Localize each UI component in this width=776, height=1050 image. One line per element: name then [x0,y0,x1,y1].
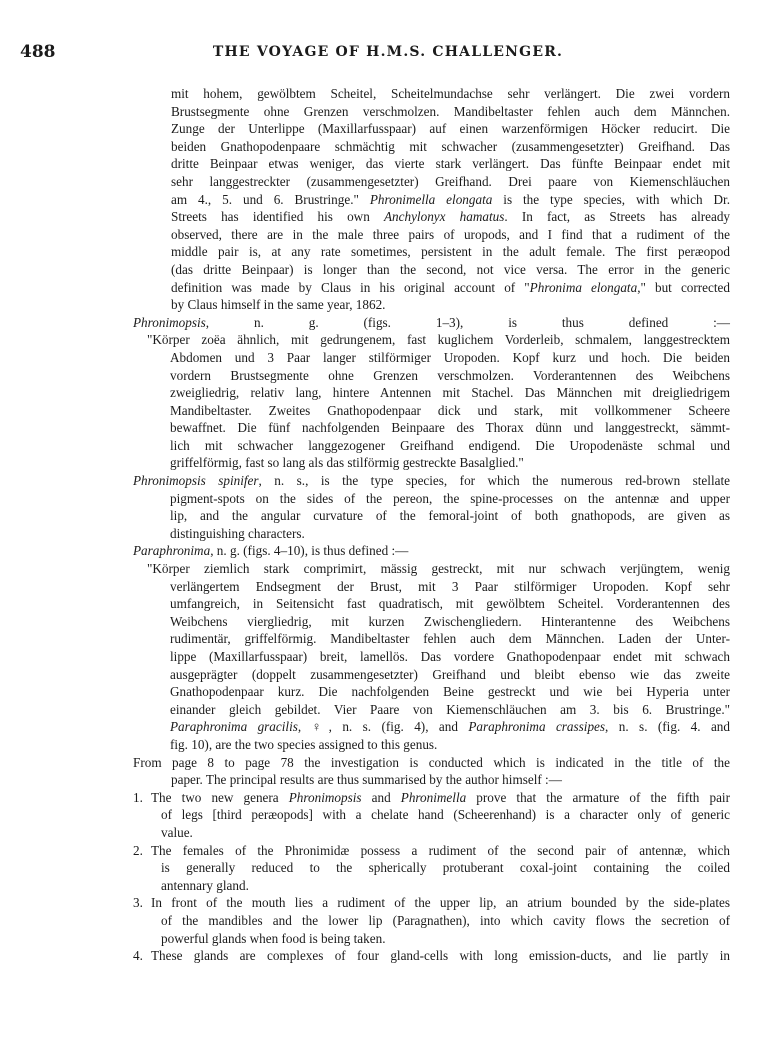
quote-line: vordern Brustsegmente ohne Grenzen verschmolzen. Vorderantennen des Weibchens [170,367,730,383]
quote-line: griffelförmig, fast so lang als das stilförmig gestreckte Basalglied." [170,455,524,471]
text-line: dritte Beinpaar etwas weniger, das vierte stark verlängert. Das fünfte Beinpaar endet mit [171,156,730,172]
text-line: powerful glands when food is being taken. [161,930,386,946]
text-line: Brustsegmente ohne Grenzen verschmolzen. Mandibeltaster fehlen auch dem Männchen. [171,103,730,119]
text-line: am 4., 5. und 6. Brustringe." Phronimella elongata is the type species, with which Dr. [171,191,731,207]
text-line: of legs [third peræopods] with a chelate hand (Scheerenhand) is a character only of generic [161,807,730,823]
text-line: antennary gland. [161,877,249,893]
text-line: sehr langgestreckter (zusammengesetzter) Greifhand. Drei paare von Kiemenschläuchen [171,173,730,189]
text-line: by Claus himself in the same year, 1862. [171,297,386,313]
text-line: beiden Gnathopodenpaare schmächtig mit schwacher (zusammengesetzter) Greifhand. Das [171,138,730,154]
quote-line: fig. 10), are the two species assigned to this genus. [170,736,438,752]
text-line: paper. The principal results are thus summarised by the author himself :— [171,772,562,788]
quote-line: zweigliedrig, relativ lang, hintere Antennen mit Stachel. Das Männchen mit dreigliedrigem [170,385,730,401]
text-line: Phronimopsis, n. g. (figs. 1–3), is thus defined :— [133,314,730,330]
numbered-item: 2. The females of the Phronimidæ possess a rudiment of the second pair of antennæ, which [133,842,730,858]
text-line: middle pair is, at any rate sometimes, persistent in the adult female. The first peræopod [171,244,730,260]
text-line: distinguishing characters. [170,525,305,541]
numbered-item: 4. These glands are complexes of four gland-cells with long emission-ducts, and lie partly in [133,948,730,964]
quote-line: lippe (Maxillarfusspaar) breit, lamellös. Das vordere Gnathopodenpaar endet mit schwach [170,649,730,664]
quote-line: einander gleich gebildet. Vier Paare von Kiemenschläuchen am 3. bis 6. Brustringe." [170,701,730,717]
quote-line: ausgeprägter (doppelt zusammengesetzter) Greifhand und bleibt ebenso wie das zweite [170,666,730,682]
text-line: is generally reduced to the spherically protuberant coxal-joint containing the coiled [161,860,730,876]
quote-line: verlängertem Endsegment der Brust, mit 3 Paar stilförmiger Uropoden. Kopf sehr [170,578,730,594]
quote-line: Paraphronima gracilis, ♀, n. s. (fig. 4), and Paraphronima crassipes, n. s. (fig. 4. and [170,719,730,735]
text-line: Paraphronima, n. g. (figs. 4–10), is thus defined :— [133,543,409,559]
text-line: (das dritte Beinpaar) is longer than the second, not vice versa. The error in the generic [171,261,730,277]
numbered-item: 3. In front of the mouth lies a rudiment of the upper lip, an atrium bounded by the side-plates [133,895,730,911]
text-line: Streets has identified his own Anchylonyx hamatus. In fact, as Streets has already [171,209,731,225]
text-line: of the mandibles and the lower lip (Paragnathen), into which cavity flows the secretion of [161,912,730,928]
text-line: Zunge der Unterlippe (Maxillarfusspaar) auf einen warzenförmigen Höcker reducirt. Die [171,121,730,137]
text-line: lip, and the angular curvature of the femoral-joint of both gnathopods, are given as [170,508,730,524]
text-line: value. [161,824,193,840]
page-body [133,85,731,965]
quote-line: Abdomen und 3 Paar langer stilförmiger Uropoden. Kopf kurz und hoch. Die beiden [170,349,730,365]
quote-line: "Körper ziemlich stark comprimirt, mässig gestreckt, mit nur schwach verjüngtem, wenig [147,561,730,577]
text-line: definition was made by Claus in his original account of "Phronima elongata," but corrected [171,279,730,295]
quote-line: umfangreich, in Seitensicht fast quadratisch, mit gewölbtem Scheitel. Vorderantennen des [170,596,730,612]
quote-line: Mandibeltaster. Zweites Gnathopodenpaar dick und stark, mit vollkommener Scheere [170,402,730,418]
text-line: pigment-spots on the sides of the pereon, the spine-processes on the antennæ and upper [170,490,730,506]
quote-line: lich mit schwacher langgezogener Greifhand endigend. Die Uropodenäste schmal und [170,437,730,453]
running-title: THE VOYAGE OF H.M.S. CHALLENGER. [212,44,564,60]
numbered-item: 1. The two new genera Phronimopsis and Phronimella prove that the armature of the fifth pair [133,789,730,805]
text-line: mit hohem, gewölbtem Scheitel, Scheitelmundachse sehr verlängert. Die zwei vordern [171,86,730,101]
text-line: From page 8 to page 78 the investigation is conducted which is indicated in the title of the [133,754,730,770]
quote-line: bewaffnet. Die fünf nachfolgenden Beinpaare des Thorax dünn und langgestreckt, sämmt- [170,420,730,436]
quote-line: rudimentär, griffelförmig. Mandibeltaster fehlen auch dem Männchen. Laden der Unter- [170,631,730,647]
text-line: observed, there are in the male three pairs of uropods, and I find that a rudiment of the [171,226,730,242]
quote-line: Gnathopodenpaar kurz. Die nachfolgenden Beine gestreckt und wie bei Hyperia unter [170,684,730,700]
text-line: Phronimopsis spinifer, n. s., is the type species, for which the numerous red-brown stellate [133,473,730,489]
quote-line: Weibchens viergliedrig, mit kurzen Zwischengliedern. Hinterantenne des Weibchens [170,613,730,629]
quote-line: "Körper zoëa ähnlich, mit gedrungenem, fast kuglichem Vorderleib, schmalem, langgestrecktem [147,332,730,348]
page-number: 488 [20,42,56,62]
